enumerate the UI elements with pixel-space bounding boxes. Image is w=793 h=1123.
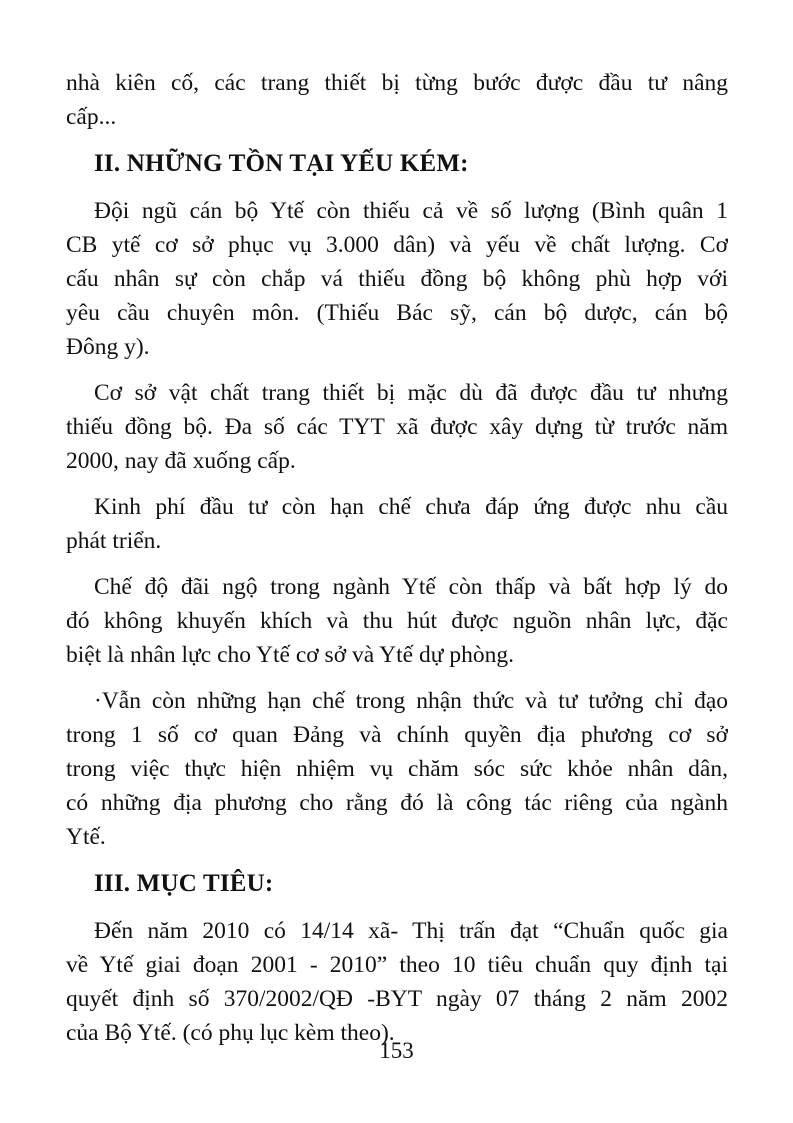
text-line: đó không khuyến khích và thu hút được nguồn nhân lực, đặc (66, 608, 728, 634)
paragraph-compensation (66, 570, 728, 672)
text-line: Chế độ đãi ngộ trong ngành Ytế còn thấp và bất hợp lý do (94, 574, 728, 600)
text-line: Cơ sở vật chất trang thiết bị mặc dù đã được đầu tư nhưng (94, 380, 728, 406)
text-line: nhà kiên cố, các trang thiết bị từng bước được đầu tư nâng (66, 70, 728, 96)
text-line: quyết định số 370/2002/QĐ -BYT ngày 07 tháng 2 năm 2002 (66, 986, 728, 1012)
text-line: của Bộ Ytế. (có phụ lục kèm theo). (66, 1020, 395, 1046)
section-heading-3: III. MỤC TIÊU: (94, 870, 274, 897)
page-body (66, 66, 728, 1050)
text-line: trong việc thực hiện nhiệm vụ chăm sóc sức khỏe nhân dân, (66, 756, 728, 782)
text-line: Đến năm 2010 có 14/14 xã- Thị trấn đạt “Chuẩn quốc gia (94, 918, 728, 944)
text-line: có những địa phương cho rằng đó là công tác riêng của ngành (66, 790, 728, 816)
text-line: Đội ngũ cán bộ Ytế còn thiếu cả về số lượng (Bình quân 1 (94, 198, 728, 224)
text-line: về Ytế giai đoạn 2001 - 2010” theo 10 tiêu chuẩn quy định tại (66, 952, 728, 978)
paragraph-staff (66, 194, 728, 364)
text-line: trong 1 số cơ quan Đảng và chính quyền địa phương cơ sở (66, 722, 728, 748)
text-line: Đông y). (66, 334, 150, 360)
text-line: Kinh phí đầu tư còn hạn chế chưa đáp ứng được nhu cầu (94, 494, 728, 520)
text-line: Ytế. (66, 824, 106, 850)
paragraph-facilities (66, 376, 728, 478)
intro-paragraph (66, 66, 728, 134)
text-line: cấu nhân sự còn chắp vá thiếu đồng bộ không phù hợp với (66, 266, 728, 292)
text-line: CB ytế cơ sở phục vụ 3.000 dân) và yếu về chất lượng. Cơ (66, 232, 728, 258)
text-line: 2000, nay đã xuống cấp. (66, 448, 296, 474)
text-line: yêu cầu chuyên môn. (Thiếu Bác sỹ, cán bộ dược, cán bộ (66, 300, 728, 326)
paragraph-awareness (66, 684, 728, 854)
text-line: ·Vẫn còn những hạn chế trong nhận thức và tư tưởng chỉ đạo (94, 688, 728, 714)
section-heading-2: II. NHỮNG TỒN TẠI YẾU KÉM: (94, 150, 469, 177)
page-number: 153 (379, 1038, 414, 1063)
text-line: phát triển. (66, 528, 162, 554)
text-line: thiếu đồng bộ. Đa số các TYT xã được xây dựng từ trước năm (66, 414, 728, 440)
text-line: biệt là nhân lực cho Ytế cơ sở và Ytế dự phòng. (66, 642, 514, 668)
paragraph-funding (66, 490, 728, 558)
text-line: cấp... (66, 104, 117, 130)
paragraph-objectives (66, 914, 728, 1050)
